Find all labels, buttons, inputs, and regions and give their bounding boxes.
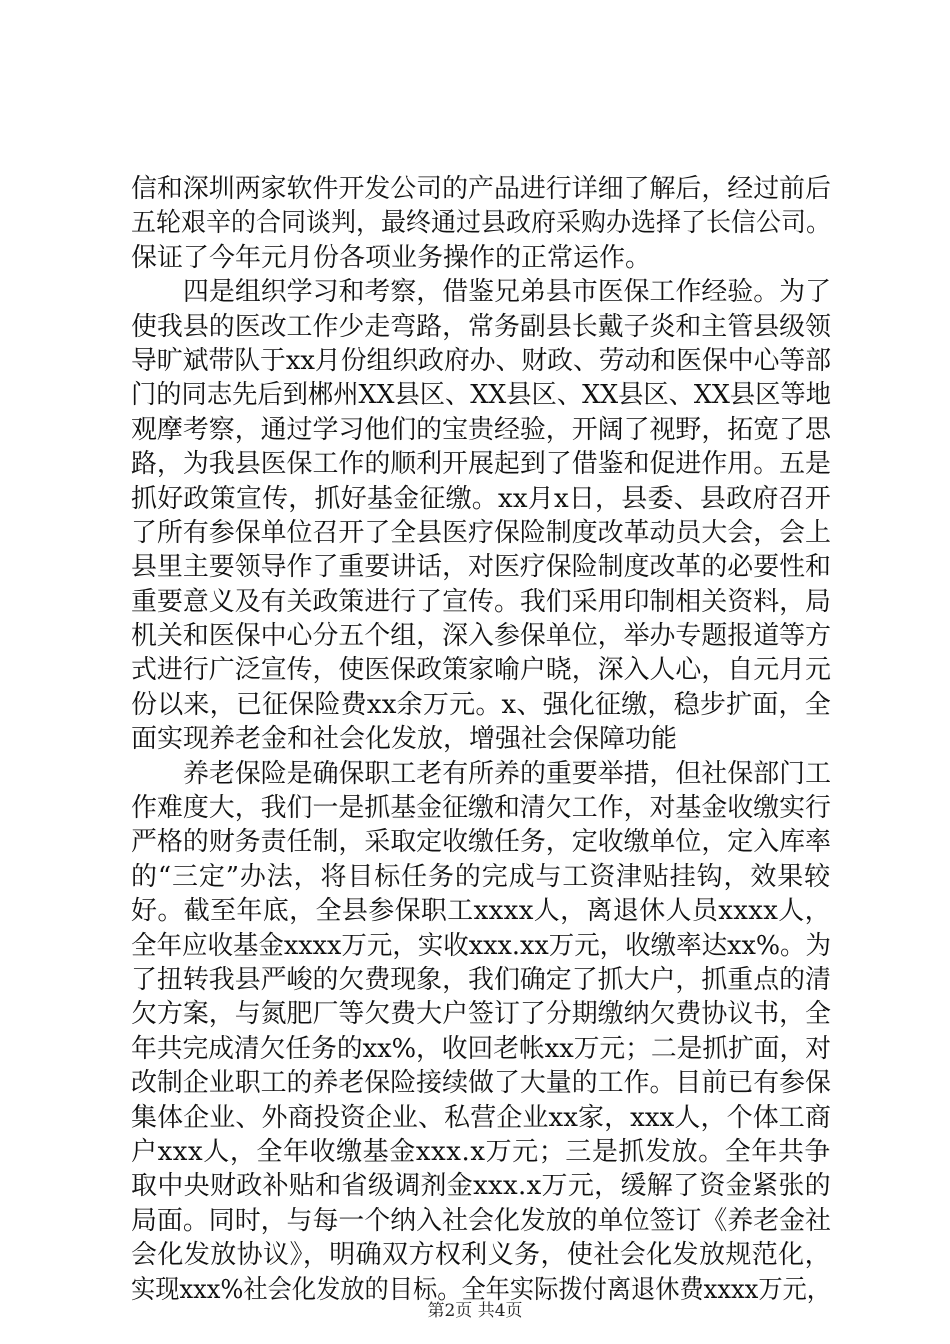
text-line: 信和深圳两家软件开发公司的产品进行详细了解后，经过前后 [131,174,831,204]
text-line: 导旷斌带队于xx月份组织政府办、财政、劳动和医保中心等部 [131,345,831,376]
text-line: 欠方案，与氮肥厂等欠费大户签订了分期缴纳欠费协议书，全 [131,999,831,1030]
text-line: 局面。同时，与每一个纳入社会化发放的单位签订《养老金社 [131,1205,831,1236]
text-line: 全年应收基金xxxx万元，实收xxx.xx万元，收缴率达xx%。为 [131,930,831,961]
text-line: 抓好政策宣传，抓好基金征缴。xx月x日，县委、县政府召开 [131,483,831,514]
text-line: 作难度大，我们一是抓基金征缴和清欠工作，对基金收缴实行 [131,793,831,824]
text-line: 户xxx人，全年收缴基金xxx.x万元；三是抓发放。全年共争 [131,1136,831,1167]
text-line: 年共完成清欠任务的xx%，收回老帐xx万元；二是抓扩面，对 [131,1033,831,1064]
text-line: 改制企业职工的养老保险接续做了大量的工作。目前已有参保 [131,1068,831,1099]
document-body [131,172,831,1307]
text-line: 好。截至年底，全县参保职工xxxx人，离退休人员xxxx人， [131,896,831,927]
text-line: 严格的财务责任制，采取定收缴任务，定收缴单位，定入库率 [131,827,831,858]
text-line: 份以来，已征保险费xx余万元。x、强化征缴，稳步扩面，全 [131,689,831,720]
page-footer: 第2页 共4页 [427,1301,523,1321]
text-line: 县里主要领导作了重要讲话，对医疗保险制度改革的必要性和 [131,552,831,583]
text-line: 了所有参保单位召开了全县医疗保险制度改革动员大会，会上 [131,517,831,548]
text-line: 路，为我县医保工作的顺利开展起到了借鉴和促进作用。五是 [131,449,831,480]
text-line: 了扭转我县严峻的欠费现象，我们确定了抓大户，抓重点的清 [131,964,831,995]
text-line: 五轮艰辛的合同谈判，最终通过县政府采购办选择了长信公司。 [131,208,831,239]
text-line: 实现xxx%社会化发放的目标。全年实际拨付离退休费xxxx万元， [131,1274,831,1305]
text-line: 式进行广泛宣传，使医保政策家喻户晓，深入人心，自元月元 [131,655,831,686]
text-line: 集体企业、外商投资企业、私营企业xx家，xxx人，个体工商 [131,1102,831,1133]
text-line: 保证了今年元月份各项业务操作的正常运作。 [131,242,652,273]
text-line: 取中央财政补贴和省级调剂金xxx.x万元，缓解了资金紧张的 [131,1171,831,1202]
text-line: 门的同志先后到郴州XX县区、XX县区、XX县区、XX县区等地 [131,380,831,411]
text-line: 的“三定”办法，将目标任务的完成与工资津贴挂钩，效果较 [131,861,831,892]
text-line: 四是组织学习和考察，借鉴兄弟县市医保工作经验。为了 [183,277,831,308]
text-line: 养老保险是确保职工老有所养的重要举措，但社保部门工 [183,758,831,789]
text-line: 观摩考察，通过学习他们的宝贵经验，开阔了视野，拓宽了思 [131,414,831,445]
text-line: 会化发放协议》，明确双方权利义务，使社会化发放规范化， [131,1240,831,1271]
text-line: 重要意义及有关政策进行了宣传。我们采用印制相关资料，局 [131,586,831,617]
text-line: 面实现养老金和社会化发放，增强社会保障功能 [131,724,678,755]
text-line: 使我县的医改工作少走弯路，常务副县长戴子炎和主管县级领 [131,311,831,342]
text-line: 机关和医保中心分五个组，深入参保单位，举办专题报道等方 [131,621,831,652]
